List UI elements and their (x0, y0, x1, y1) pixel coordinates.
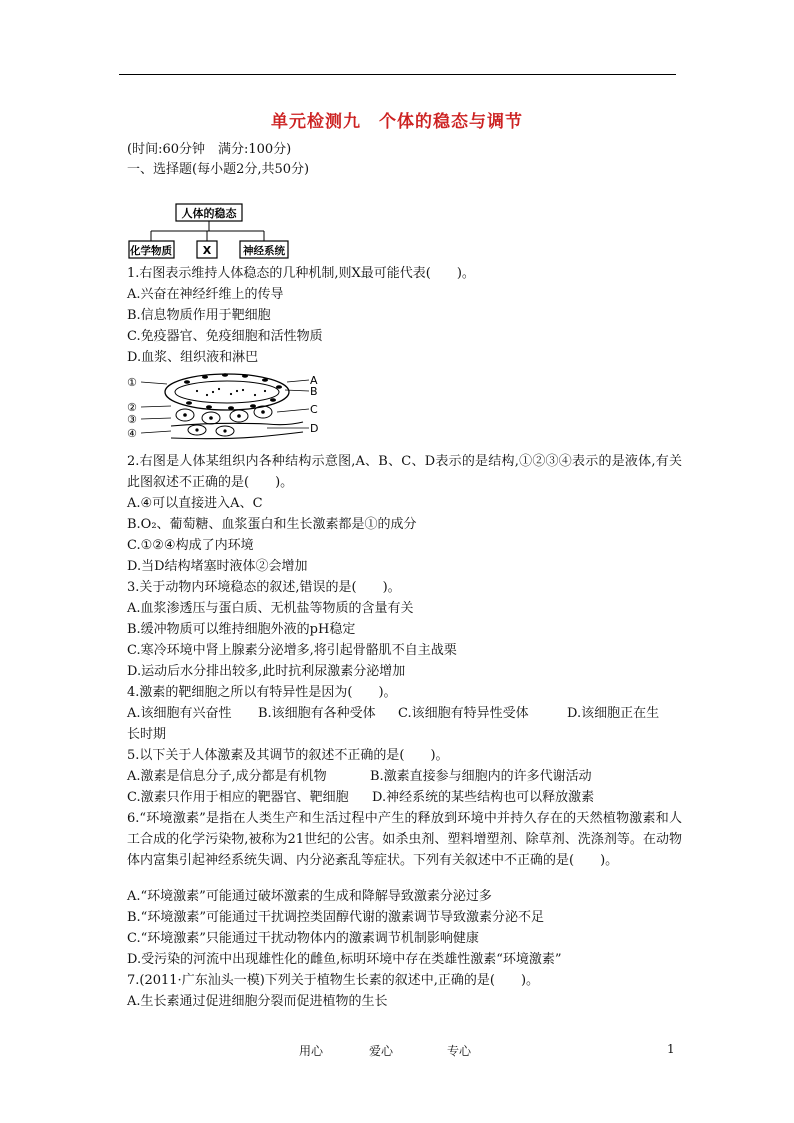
q6-stem: 6.“环境激素”是指在人类生产和生活过程中产生的释放到环境中并持久存在的天然植物激素和人工合成的化学污染物,被称为21世纪的公害。如杀虫剂、塑料增塑剂、除草剂、洗涤剂等。在动物体内富集引起神经系统失调、内分泌紊乱等症状。下列有关叙述中不正确的是( )。 (127, 811, 682, 869)
q6-option-d: D.受污染的河流中出现雄性化的雌鱼,标明环境中存在类雄性激素“环境激素” (127, 952, 562, 967)
q6-option-a: A.“环境激素”可能通过破坏激素的生成和降解导致激素分泌过多 (127, 889, 492, 904)
label-d: D (310, 422, 319, 435)
tissue-structure-diagram (127, 370, 327, 442)
q5-option-d: D.神经系统的某些结构也可以释放激素 (372, 790, 595, 805)
page-title: 单元检测九 个体的稳态与调节 (271, 112, 523, 132)
q3-option-b: B.缓冲物质可以维持细胞外液的pH稳定 (127, 622, 356, 637)
q2-option-d: D.当D结构堵塞时液体②会增加 (127, 559, 308, 574)
q2-option-a: A.④可以直接进入A、C (127, 496, 263, 511)
footer-word-3: 专心 (447, 1044, 472, 1058)
section-heading: 一、选择题(每小题2分,共50分) (127, 162, 310, 177)
q3-option-c: C.寒冷环境中肾上腺素分泌增多,将引起骨骼肌不自主战栗 (127, 643, 457, 658)
q1-stem: 1.右图表示维持人体稳态的几种机制,则X最可能代表( )。 (127, 266, 475, 281)
label-b: B (310, 385, 318, 398)
page-number: 1 (667, 1042, 675, 1056)
diagram-label-left: 化学物质 (130, 245, 172, 257)
label-a: A (310, 374, 318, 387)
q6-option-b: B.“环境激素”可能通过干扰调控类固醇代谢的激素调节导致激素分泌不足 (127, 910, 544, 925)
diagram-label-x: X (202, 244, 212, 257)
label-c: C (310, 403, 318, 416)
q4-option-d-continued: 长时期 (127, 727, 167, 742)
header-rule (119, 74, 676, 75)
q2-stem: 2.右图是人体某组织内各种结构示意图,A、B、C、D表示的是结构,①②③④表示的是液体,有关此图叙述不正确的是( )。 (127, 454, 682, 491)
footer-word-1: 用心 (299, 1044, 324, 1058)
q2-option-c: C.①②④构成了内环境 (127, 538, 254, 553)
q3-stem: 3.关于动物内环境稳态的叙述,错误的是( )。 (127, 580, 401, 595)
diagram-label-right: 神经系统 (243, 245, 285, 257)
footer-word-2: 爱心 (369, 1044, 394, 1058)
q4-option-b: B.该细胞有各种受体 (258, 706, 376, 721)
q5-option-a: A.激素是信息分子,成分都是有机物 (127, 769, 327, 784)
q1-option-c: C.免疫器官、免疫细胞和活性物质 (127, 329, 323, 344)
q3-option-d: D.运动后水分排出较多,此时抗利尿激素分泌增加 (127, 664, 406, 679)
q5-stem: 5.以下关于人体激素及其调节的叙述不正确的是( )。 (127, 748, 449, 763)
marker-3: ③ (127, 413, 137, 426)
stability-diagram (127, 200, 293, 262)
q3-option-a: A.血浆渗透压与蛋白质、无机盐等物质的含量有关 (127, 601, 414, 616)
q6-option-c: C.“环境激素”只能通过干扰动物体内的激素调节机制影响健康 (127, 931, 479, 946)
q5-option-c: C.激素只作用于相应的靶器官、靶细胞 (127, 790, 349, 805)
q1-option-a: A.兴奋在神经纤维上的传导 (127, 287, 284, 302)
q4-option-a: A.该细胞有兴奋性 (127, 706, 232, 721)
q1-option-b: B.信息物质作用于靶细胞 (127, 308, 271, 323)
q4-stem: 4.激素的靶细胞之所以有特异性是因为( )。 (127, 685, 397, 700)
marker-4: ④ (127, 427, 137, 440)
q7-option-a: A.生长素通过促进细胞分裂而促进植物的生长 (127, 994, 388, 1009)
q4-option-c: C.该细胞有特异性受体 (398, 706, 529, 721)
exam-meta: (时间:60分钟 满分:100分) (127, 142, 292, 157)
q1-option-d: D.血浆、组织液和淋巴 (127, 350, 259, 365)
marker-2: ② (127, 401, 137, 414)
marker-1: ① (127, 376, 137, 389)
q2-option-b: B.O₂、葡萄糖、血浆蛋白和生长激素都是①的成分 (127, 517, 417, 532)
q7-stem: 7.(2011·广东汕头一模)下列关于植物生长素的叙述中,正确的是( )。 (127, 973, 540, 988)
q4-option-d: D.该细胞正在生 (567, 706, 660, 721)
diagram-label-top: 人体的稳态 (181, 207, 237, 220)
q5-option-b: B.激素直接参与细胞内的许多代谢活动 (370, 769, 592, 784)
